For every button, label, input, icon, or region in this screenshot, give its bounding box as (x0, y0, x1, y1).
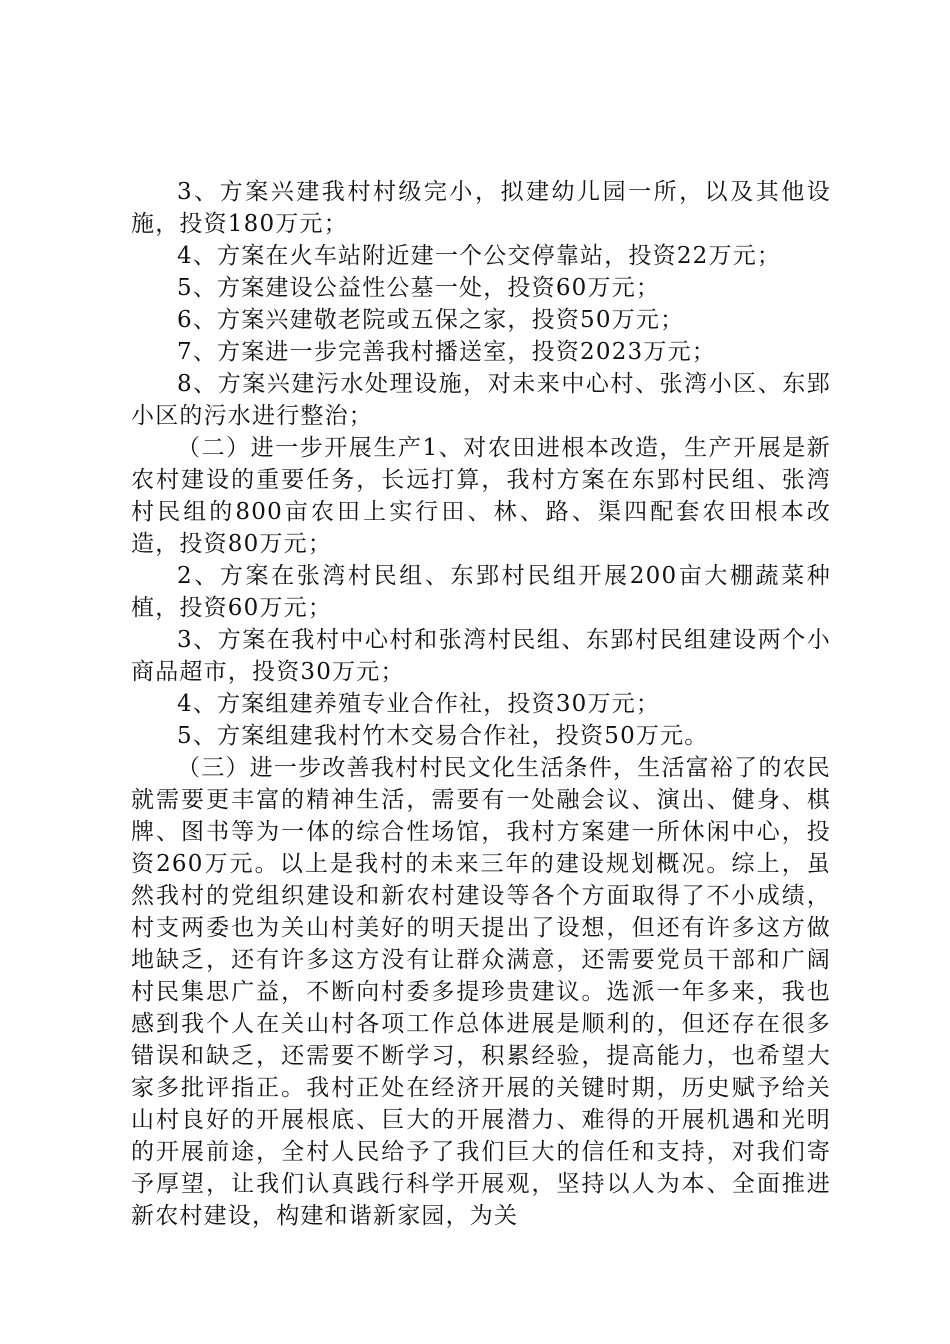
paragraph-item-3-supermarket: 3、方案在我村中心村和张湾村民组、东郢村民组建设两个小商品超市，投资30万元； (131, 627, 831, 685)
paragraph-item-5-cemetery: 5、方案建设公益性公墓一处，投资60万元； (177, 275, 661, 301)
paragraph-item-8-sewage: 8、方案兴建污水处理设施，对未来中心村、张湾小区、东郢小区的污水进行整治； (131, 371, 831, 429)
paragraph-item-3-school: 3、方案兴建我村村级完小，拟建幼儿园一所，以及其他设施，投资180万元； (131, 179, 831, 237)
paragraph-section-2-production: （二）进一步开展生产1、对农田进根本改造，生产开展是新农村建设的重要任务，长远打算，我村方案在东郢村民组、张湾村民组的800亩农田上实行田、林、路、渠四配套农田根本改造，投资80万元； (131, 435, 831, 557)
paragraph-item-6-nursing-home: 6、方案兴建敬老院或五保之家，投资50万元； (177, 307, 685, 333)
paragraph-item-4-breeding-coop: 4、方案组建养殖专业合作社，投资30万元； (177, 691, 661, 717)
paragraph-item-2-greenhouse: 2、方案在张湾村民组、东郢村民组开展200亩大棚蔬菜种植，投资60万元； (131, 563, 831, 621)
paragraph-section-3-culture: （三）进一步改善我村村民文化生活条件，生活富裕了的农民就需要更丰富的精神生活，需要有一处融会议、演出、健身、棋牌、图书等为一体的综合性场馆，我村方案建一所休闲中心，投资260万元。以上是我村的未来三年的建设规划概况。综上，虽然我村的党组织建设和新农村建设等各个方面取得了不小成绩，村支两委也为关山村美好的明天提出了设想，但还有许多这方做地缺乏，还有许多这方没有让群众满意，还需要党员干部和广阔村民集思广益，不断向村委多提珍贵建议。选派一年多来，我也感到我个人在关山村各项工作总体进展是顺利的，但还存在很多错误和缺乏，还需要不断学习，积累经验，提高能力，也希望大家多批评指正。我村正处在经济开展的关键时期，历史赋予给关山村良好的开展根底、巨大的开展潜力、难得的开展机遇和光明的开展前途，全村人民给予了我们巨大的信任和支持，对我们寄予厚望，让我们认真践行科学开展观，坚持以人为本、全面推进新农村建设，构建和谐新家园，为关 (131, 755, 831, 1229)
document-body (131, 176, 831, 1232)
paragraph-item-5-bamboo-coop: 5、方案组建我村竹木交易合作社，投资50万元。 (177, 723, 709, 749)
paragraph-item-7-broadcast-room: 7、方案进一步完善我村播送室，投资2023万元； (177, 339, 716, 365)
paragraph-item-4-bus-stop: 4、方案在火车站附近建一个公交停靠站，投资22万元； (177, 243, 782, 269)
